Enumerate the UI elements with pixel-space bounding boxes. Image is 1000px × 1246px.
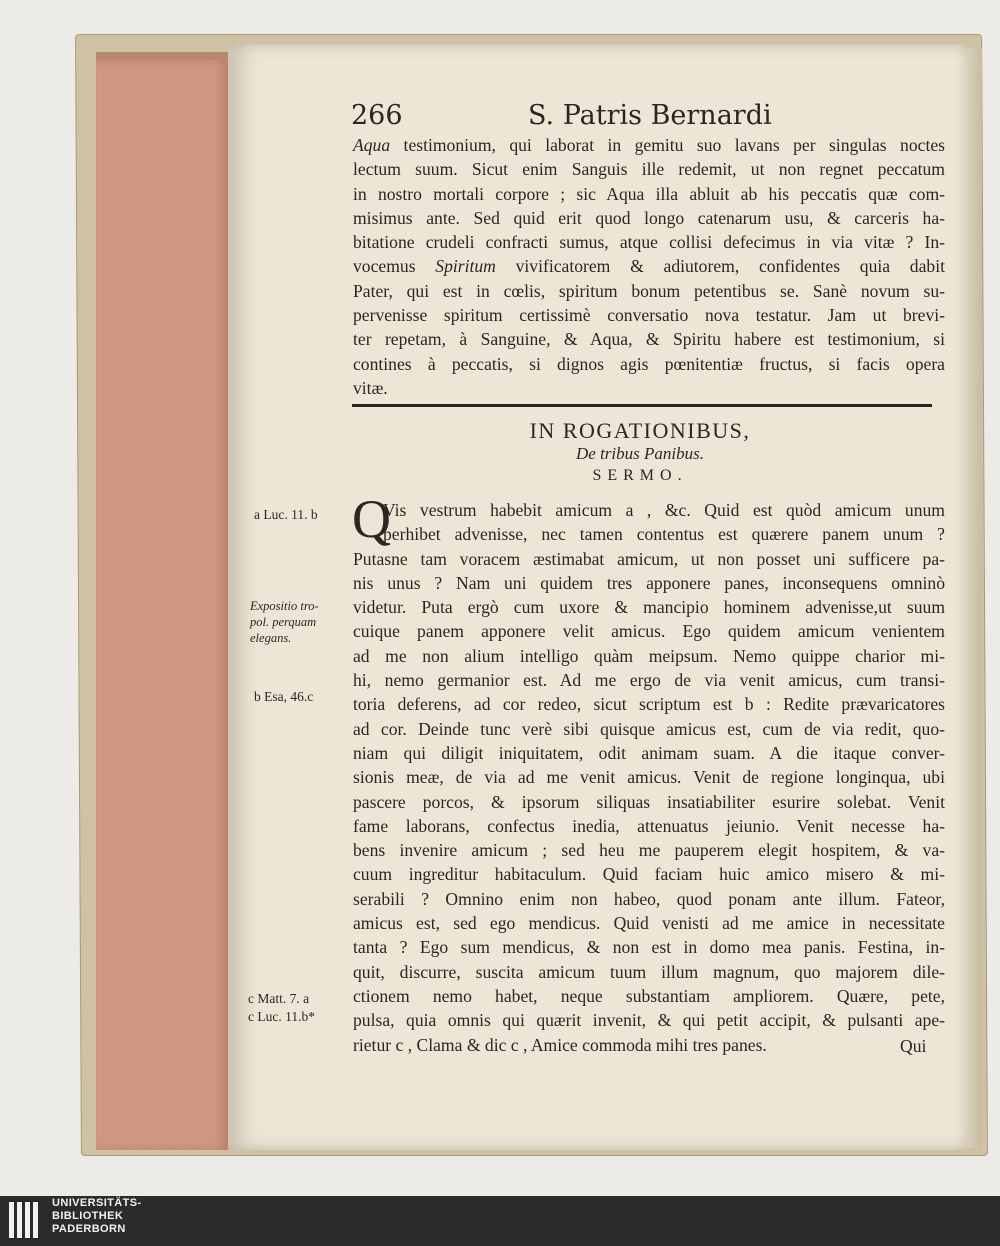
section-subtitle: De tribus Panibus. [576, 444, 704, 463]
page-edge-right [966, 48, 982, 1148]
text-line: Aqua testimonium, qui laborat in gemitu suo lavans per singulas noctes [353, 135, 945, 155]
text-line: pascere porcos, & ipsorum siliquas insatiabiliter esurire solebat. Venit [353, 791, 945, 812]
margin-note-expositio [250, 598, 350, 646]
text-line: vocemus Spiritum vivificatorem & adiutorem, confidentes quia dabit [353, 256, 945, 277]
text-block-1 [353, 133, 945, 400]
margin-note-matt: c Matt. 7. a [248, 991, 310, 1006]
text-line: toria deferens, ad cor redeo, sicut scriptum est b : Redite prævaricatores [353, 694, 945, 715]
text-line: pulsa, quia omnis qui quærit invenit, & qui petit accipit, & pulsanti ape- [353, 1010, 945, 1031]
footer-line: UNIVERSITÄTS- [52, 1197, 142, 1209]
margin-note-line: pol. perquam [250, 615, 317, 629]
footer-line: PADERBORN [52, 1223, 126, 1235]
margin-note-line: elegans. [250, 631, 292, 645]
text-line: ter repetam, à Sanguine, & Aqua, & Spiritu habere est testimonium, si [353, 329, 945, 350]
text-line: vitæ. [353, 377, 388, 398]
text-line: hi, nemo germanior est. Ad me ergo de via venit amicus, cum transi- [353, 670, 945, 691]
text-line: sionis meæ, de via ad me venit amicus. Venit de regione longinqua, ubi [353, 767, 945, 788]
section-title: IN ROGATIONIBUS, [529, 418, 751, 443]
text-line: amicus est, sed ego mendicus. Quid venisti ad me amice in necessitate [353, 913, 945, 934]
footer-institution [52, 1197, 142, 1236]
library-logo-icon [5, 1198, 45, 1242]
text-line: bitatione crudeli confracti sumus, atque collisi defecimus in via vitæ ? In- [353, 232, 945, 253]
section-rule [352, 404, 932, 407]
text-line: Vis vestrum habebit amicum a , &c. Quid est quòd amicum unum [383, 500, 945, 520]
text-line: tanta ? Ego sum mendicus, & non est in domo mea panis. Festina, in- [353, 937, 945, 958]
margin-note-esa: b Esa, 46.c [254, 689, 314, 704]
margin-note-luc: a Luc. 11. b [254, 507, 318, 522]
catchword: Qui [900, 1036, 927, 1056]
drop-cap: Q [352, 489, 391, 549]
text-line: cuum ingreditur habitaculum. Quid faciam huic amico misero & mi- [353, 864, 945, 885]
text-line: cuique panem apponere velit amicus. Ego quidem amicum venientem [353, 621, 945, 642]
text-line: contines à peccatis, si dignos agis pœnitentiæ fructus, si facis opera [353, 353, 945, 374]
text-line: bens invenire amicum ; sed heu me pauperem elegit hospitem, & va- [353, 840, 945, 861]
text-line: perhibet advenisse, nec tamen contentus est quærere panem unum ? [383, 524, 945, 545]
footer-line: BIBLIOTHEK [52, 1210, 124, 1222]
text-line: niam qui diligit iniquitatem, odit animam suam. A die itaque conver- [353, 742, 945, 763]
text-line: quit, discurre, suscita amicum tuum illum magnum, quo majorem dile- [353, 961, 945, 982]
margin-note-luc-2: c Luc. 11.b* [248, 1009, 315, 1024]
text-line: lectum suum. Sicut enim Sanguis ille redemit, ut non regnet peccatum [353, 159, 945, 180]
text-line: serabili ? Omnino enim non habeo, quod ponam ante illum. Fateor, [353, 888, 945, 909]
text-line: videtur. Puta ergò cum uxore & mancipio hominem advenisse,ut suum [353, 597, 945, 618]
text-line: ad cor. Deinde tunc verè sibi quisque amicus est, cum de via redit, quo- [353, 718, 945, 739]
sermo-label: SERMO. [592, 467, 688, 484]
text-line: Pater, qui est in cœlis, spiritum bonum petentibus se. Sanè novum su- [353, 280, 945, 301]
text-line: Putasne tam voracem æstimabat amicum, ut non posset uni sufficere pa- [353, 548, 945, 569]
footer-bar [0, 1196, 1000, 1246]
text-line: misimus ante. Sed quid erit quod longo catenarum usu, & carceris ha- [353, 207, 945, 228]
text-line: fame laborans, confectus inedia, attenuatus jeiunio. Venit necesse ha- [353, 815, 945, 836]
text-line: in nostro mortali corpore ; sic Aqua illa abluit ab his peccatis quæ com- [353, 183, 945, 204]
text-block-2 [353, 498, 945, 1057]
text-line: rietur c , Clama & dic c , Amice commoda mihi tres panes. [353, 1034, 767, 1055]
text-line: ad me non alium intelligo quàm meipsum. Nemo quippe charior mi- [353, 645, 945, 666]
text-line: pervenisse spiritum certissimè conversatio nova testatur. Jam ut brevi- [353, 305, 945, 326]
margin-note-line: Expositio tro- [250, 599, 319, 613]
text-line: ctionem nemo habet, neque substantiam ampliorem. Quære, pete, [353, 985, 945, 1006]
text-line: nis unus ? Nam uni quidem tres apponere panes, inconsequens omninò [353, 572, 945, 593]
page-number: 266 [351, 100, 403, 131]
book-fore-edge [96, 60, 230, 1150]
running-head: S. Patris Bernardi [528, 100, 772, 131]
